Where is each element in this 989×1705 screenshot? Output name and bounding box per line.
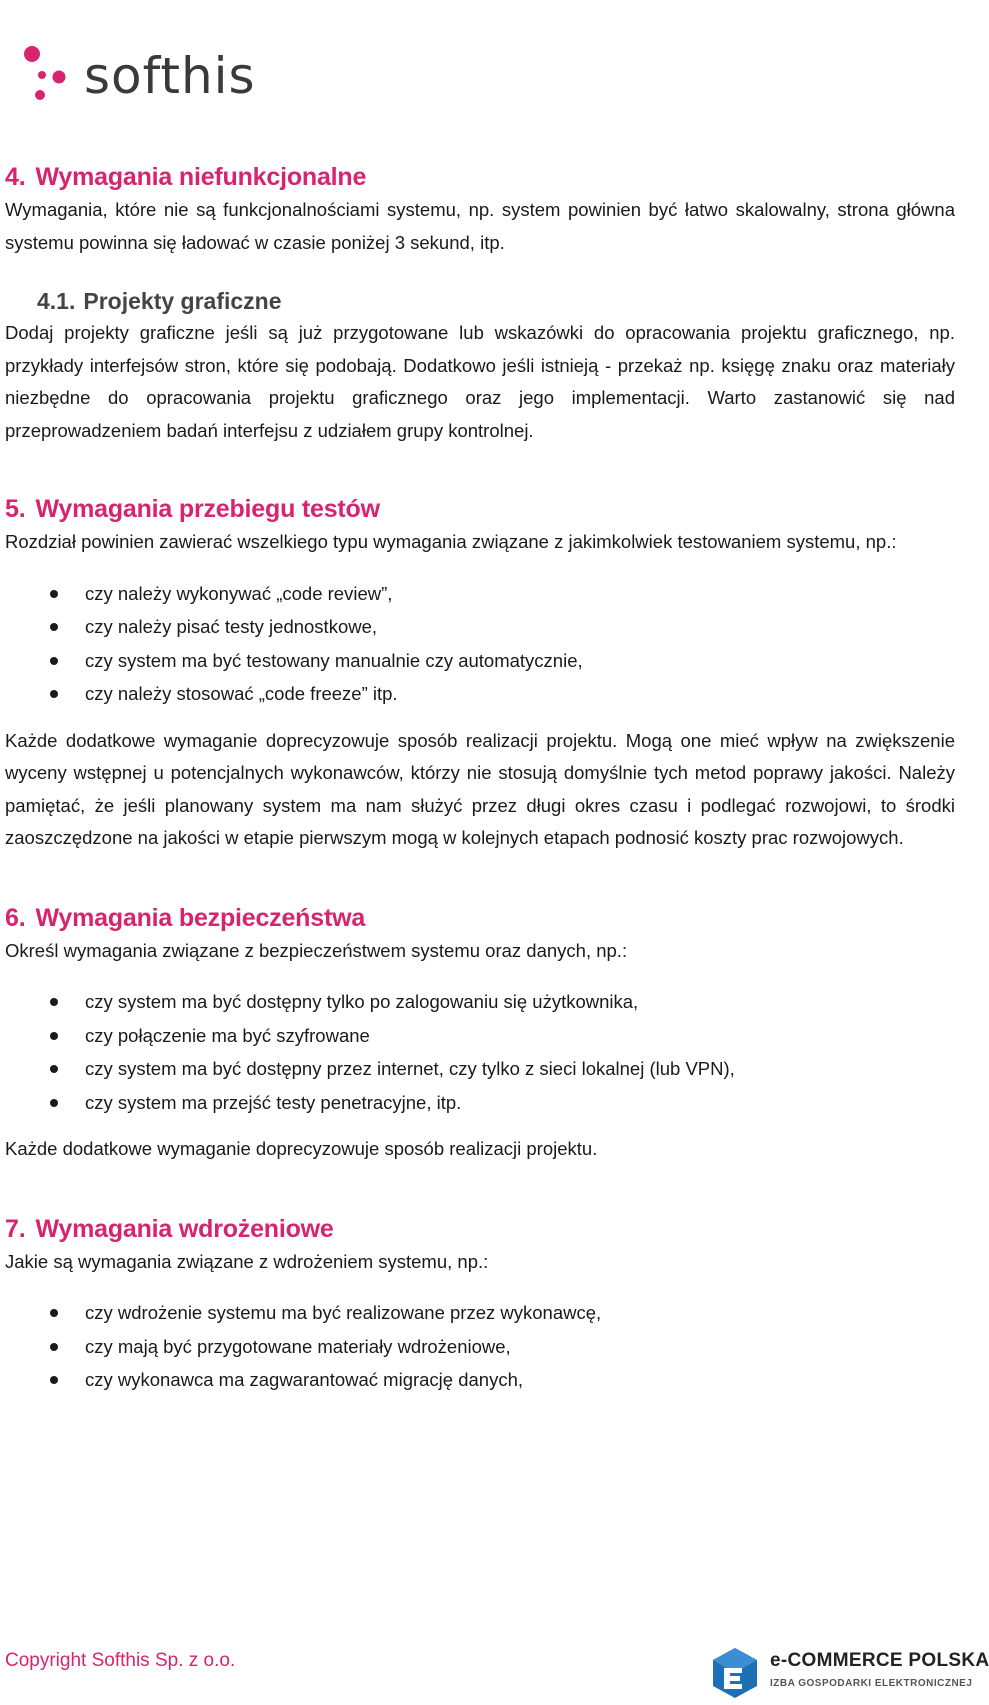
list-item-text: czy system ma być testowany manualnie czy automatycznie,	[85, 649, 583, 671]
ecommerce-polska-logo	[708, 1646, 989, 1700]
section-5-outro: Każde dodatkowe wymaganie doprecyzowuje sposób realizacji projektu. Mogą one mieć wpływ na zwiększenie wyceny wstępnej u potencjalnych wykonawców, którzy nie stosują domyślnie tych metod poprawy jakości. Należy pamiętać, że jeśli planowany system ma nam służyć przez długi okres czasu i podlegać rozwojowi, to środki zaoszczędzone na jakości w etapie pierwszym mogą w kolejnych etapach podnosić koszty prac rozwojowych.	[5, 729, 955, 848]
list-item	[5, 1052, 955, 1086]
list-item-text: czy wdrożenie systemu ma być realizowane przez wykonawcę,	[85, 1302, 602, 1323]
section-title: Wymagania wdrożeniowe	[35, 1214, 334, 1243]
partner-subtitle: IZBA GOSPODARKI ELEKTRONICZNEJ	[770, 1678, 973, 1689]
section-4-1-heading	[5, 285, 955, 317]
section-5-intro: Rozdział powinien zawierać wszelkiego typu wymagania związane z jakimkolwiek testowaniem systemu, np.:	[5, 531, 897, 552]
list-item	[5, 1019, 955, 1053]
bullet-icon	[50, 1099, 58, 1107]
hexagon-logo-icon	[708, 1646, 762, 1700]
section-5-heading	[5, 492, 955, 526]
bullet-icon	[50, 998, 58, 1006]
section-title: Wymagania przebiegu testów	[35, 495, 380, 523]
section-number: 4.	[5, 163, 26, 191]
logo-dots-icon	[20, 44, 80, 108]
bullet-icon	[50, 690, 58, 698]
section-number: 7.	[5, 1214, 26, 1243]
bullet-icon	[50, 1309, 58, 1317]
bullet-icon	[50, 1376, 58, 1384]
section-title: Projekty graficzne	[83, 288, 282, 314]
section-title: Wymagania bezpieczeństwa	[35, 903, 366, 932]
list-item-text: czy połączenie ma być szyfrowane	[85, 1024, 370, 1046]
bullet-icon	[50, 657, 58, 665]
list-item-text: czy należy wykonywać „code review”,	[85, 582, 393, 604]
section-number: 5.	[5, 495, 26, 523]
list-item-text: czy system ma być dostępny przez internet, czy tylko z sieci lokalnej (lub VPN),	[85, 1058, 735, 1079]
list-item-text: czy system ma być dostępny tylko po zalogowaniu się użytkownika,	[85, 991, 639, 1012]
copyright-text: Copyright Softhis Sp. z o.o.	[5, 1650, 236, 1671]
section-7-heading	[5, 1212, 955, 1246]
section-7-list	[5, 1296, 955, 1397]
list-item-text: czy wykonawca ma zagwarantować migrację danych,	[85, 1369, 524, 1390]
list-item	[5, 644, 955, 678]
list-item	[5, 1330, 955, 1364]
list-item	[5, 677, 955, 711]
section-6-intro: Określ wymagania związane z bezpieczeństwem systemu oraz danych, np.:	[5, 939, 628, 961]
section-7-intro: Jakie są wymagania związane z wdrożeniem systemu, np.:	[5, 1250, 489, 1272]
list-item	[5, 577, 955, 611]
list-item	[5, 1296, 955, 1330]
section-number: 4.1.	[37, 288, 76, 314]
logo-text: softhis	[84, 47, 256, 105]
bullet-icon	[50, 623, 58, 631]
bullet-icon	[50, 1065, 58, 1073]
list-item	[5, 985, 955, 1019]
section-4-text: Wymagania, które nie są funkcjonalnościami systemu, np. system powinien być łatwo skalowalny, strona główna systemu powinna się ładować w czasie poniżej 3 sekund, itp.	[5, 199, 955, 253]
partner-title: e-COMMERCE POLSKA	[770, 1650, 989, 1671]
section-6-outro: Każde dodatkowe wymaganie doprecyzowuje sposób realizacji projektu.	[5, 1138, 598, 1159]
list-item-text: czy system ma przejść testy penetracyjne, itp.	[85, 1091, 462, 1113]
section-6-list	[5, 985, 955, 1119]
softhis-logo	[20, 44, 280, 108]
section-number: 6.	[5, 903, 26, 932]
list-item	[5, 1363, 955, 1397]
bullet-icon	[50, 590, 58, 598]
section-5-list	[5, 577, 955, 711]
section-title: Wymagania niefunkcjonalne	[35, 163, 367, 191]
bullet-icon	[50, 1032, 58, 1040]
list-item	[5, 610, 955, 644]
list-item-text: czy mają być przygotowane materiały wdrożeniowe,	[85, 1335, 511, 1357]
section-6-heading	[5, 901, 955, 935]
section-4-1-text: Dodaj projekty graficzne jeśli są już przygotowane lub wskazówki do opracowania projektu graficznego, np. przykłady interfejsów stron, które się podobają. Dodatkowo jeśli istnieją - przekaż np. księgę znaku oraz materiały niezbędne do opracowania projektu graficznego oraz jego implementacji. Warto zastanowić się nad przeprowadzeniem badań interfejsu z udziałem grupy kontrolnej.	[5, 322, 955, 441]
bullet-icon	[50, 1343, 58, 1351]
list-item-text: czy należy stosować „code freeze” itp.	[85, 683, 398, 704]
list-item-text: czy należy pisać testy jednostkowe,	[85, 616, 378, 637]
section-4-heading	[5, 160, 955, 194]
document-body	[5, 160, 955, 1397]
list-item	[5, 1086, 955, 1120]
